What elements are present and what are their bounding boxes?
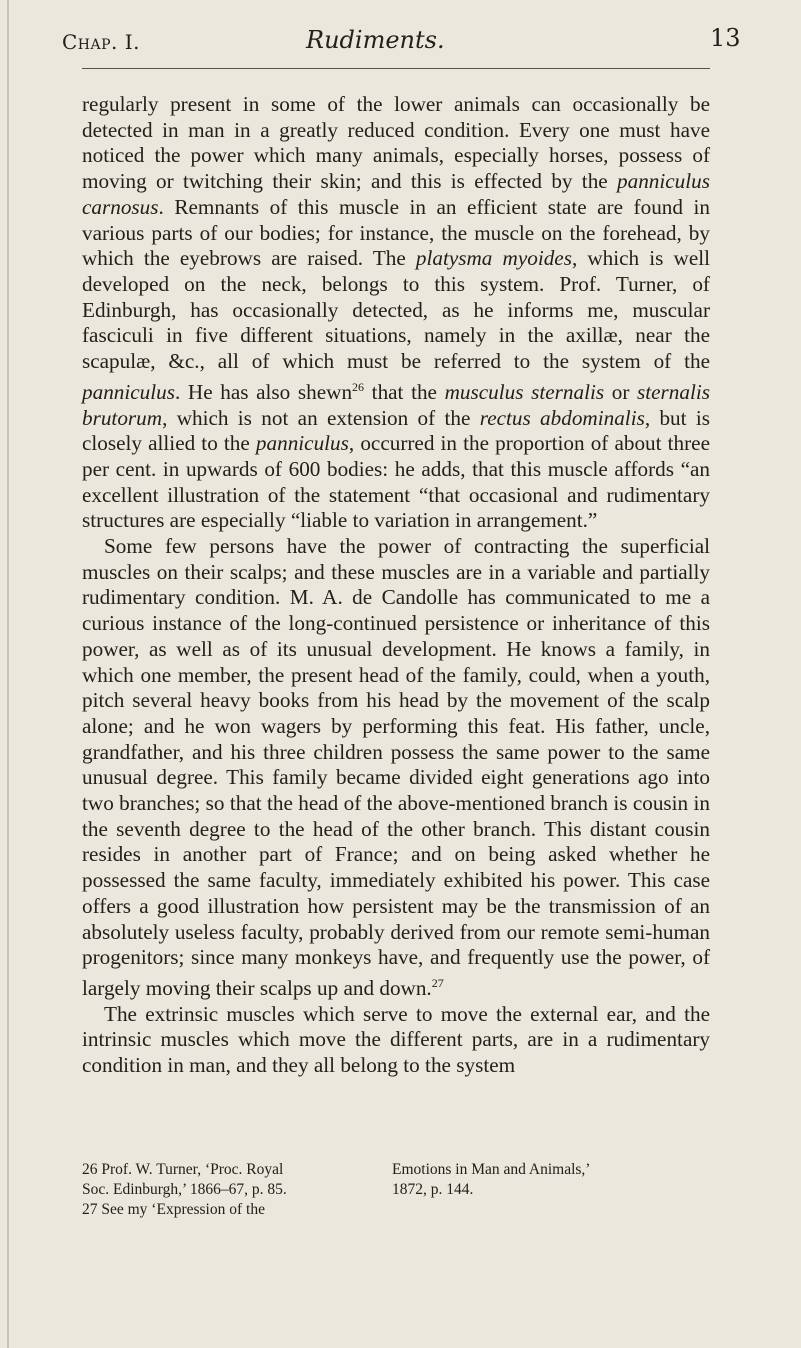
running-header bbox=[0, 0, 801, 60]
body-text bbox=[82, 92, 710, 1079]
page-number: 13 bbox=[710, 24, 741, 52]
footnote-ref-26: 26 bbox=[352, 379, 365, 394]
footnotes-left-column bbox=[82, 1160, 382, 1220]
footnote-line: 1872, p. 144. bbox=[392, 1181, 474, 1198]
footnotes-right-column bbox=[392, 1160, 710, 1220]
chapter-label: Chap. I. bbox=[62, 30, 141, 54]
footnote-line: Soc. Edinburgh,’ 1866–67, p. 85. bbox=[82, 1181, 287, 1198]
footnote-ref-27: 27 bbox=[431, 975, 444, 990]
page-edge-shadow bbox=[7, 0, 9, 1348]
header-rule bbox=[82, 68, 710, 69]
paragraph-1: regularly present in some of the lower animals can occasionally be detected in man in a greatly reduced condition. Every one must have noticed the power which many animals, especially horses, possess of moving or twitching their skin; and this is effected by the panniculus carnosus. Remnants of this muscle in an efficient state are found in various parts of our bodies; for instance, the muscle on the forehead, by which the eyebrows are raised. The platysma myoides, which is well developed on the neck, belongs to this system. Prof. Turner, of Edinburgh, has occasionally detected, as he informs me, muscular fasciculi in five different situations, namely in the axillæ, near the scapulæ, &c., all of which must be referred to the system of the panniculus. He has also shewn$^{26}$ that the musculus sternalis or sternalis brutorum, which is not an extension of the rectus abdominalis, but is closely allied to the panniculus, occurred in the proportion of about three per cent. in upwards of 600 bodies: he adds, that this muscle affords “an excellent illustration of the statement “that occasional and rudimentary structures are especially “liable to variation in arrangement.” bbox=[82, 92, 711, 533]
footnote-line: Emotions in Man and Animals,’ bbox=[392, 1161, 591, 1178]
running-title: Rudiments. bbox=[306, 26, 445, 54]
footnote-line: 27 See my ‘Expression of the bbox=[82, 1201, 265, 1218]
paragraph-3: The extrinsic muscles which serve to move the external ear, and the intrinsic muscles which move the different parts, are in a rudimentary condition in man, and they all belong to the system bbox=[82, 1001, 710, 1078]
paragraph-2: Some few persons have the power of contracting the superficial muscles on their scalps; and these muscles are in a variable and partially rudimentary condition. M. A. de Candolle has communicated to me a curious instance of the long-continued persistence or inheritance of this power, as well as of its unusual development. He knows a family, in which one member, the present head of the family, could, when a youth, pitch several heavy books from his head by the movement of the scalp alone; and he won wagers by performing this feat. His father, uncle, grandfather, and his three children possess the same power to the same unusual degree. This family became divided eight generations ago into two branches; so that the head of the above-mentioned branch is cousin in the seventh degree to the head of the other branch. This distant cousin resides in another part of France; and on being asked whether he possessed the same faculty, immediately exhibited his power. This case offers a good illustration how persistent may be the transmission of an absolutely useless faculty, probably derived from our remote semi-human progenitors; since many monkeys have, and frequently use the power, of largely moving their scalps up and down.$^{27}$ bbox=[82, 534, 710, 1001]
footnotes bbox=[82, 1160, 710, 1220]
footnote-line: 26 Prof. W. Turner, ‘Proc. Royal bbox=[82, 1161, 284, 1178]
